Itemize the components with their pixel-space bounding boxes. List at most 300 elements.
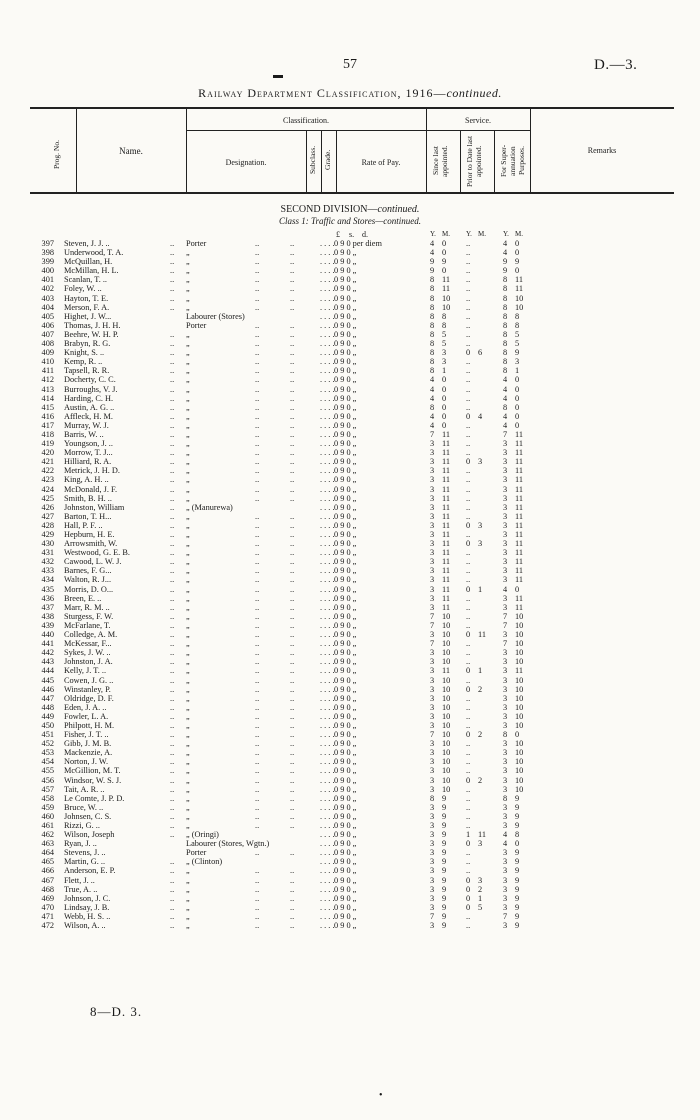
prog-no: 426 [41,502,54,512]
leader-dots: . . . . [320,666,335,676]
super-years: 3 [503,666,508,676]
super-years: 3 [503,720,508,730]
super-years: 3 [503,811,508,821]
leader-dots: . . . . [320,675,335,685]
super-months: 10 [515,693,524,703]
prog-no: 455 [41,766,54,776]
table-row [0,503,700,512]
prior-years: 0 [466,348,471,358]
leader-dots: .. [170,566,175,576]
prior-years: .. [466,339,471,349]
prog-no: 415 [41,402,54,412]
since-last-months: 0 [442,248,447,258]
leader-dots: . . . . [320,466,335,476]
prog-no: 471 [41,911,54,921]
leader-dots: . . . . [320,557,335,567]
leader-dots: . . . . [320,293,335,303]
employee-name: Gibb, J. M. B. [64,739,112,749]
employee-name: Colledge, A. M. [64,630,118,640]
prog-no: 450 [41,720,54,730]
since-last-months: 10 [442,639,451,649]
leader-dots: . . . . [320,620,335,630]
leader-dots: . . . . [320,411,335,421]
prior-years: 0 [466,884,471,894]
prior-years: .. [466,329,471,339]
super-years: 3 [503,893,508,903]
leader-dots: . . . . [320,530,335,539]
super-years: 3 [503,539,508,549]
employee-name: Johnston, William [64,502,125,512]
table-row [0,639,700,648]
prog-no: 437 [41,602,54,612]
since-last-years: 3 [430,857,435,867]
leader-dots: .. [255,875,260,885]
since-last-months: 11 [442,566,450,576]
designation: „ [186,775,190,785]
super-years: 4 [503,584,508,594]
designation: „ [186,802,190,812]
prog-no: 451 [41,730,54,740]
employee-name: Webb, H. S. .. [64,911,111,921]
rate-of-pay: 0 9 0 „ [334,548,357,558]
since-last-months: 10 [442,757,451,767]
super-months: 10 [515,711,524,721]
super-months: 11 [515,493,523,503]
designation: „ [186,784,190,794]
since-last-months: 9 [442,848,447,858]
leader-dots: .. [290,366,295,376]
leader-dots: .. [255,575,260,585]
since-last-months: 0 [442,393,447,403]
table-row [0,730,700,739]
super-months: 3 [515,357,520,367]
super-months: 10 [515,702,524,712]
leader-dots: .. [290,911,295,921]
document-reference: D.—3. [594,57,638,73]
employee-name: Cawood, L. W. J. [64,557,122,567]
rate-of-pay: 0 9 0 „ [334,657,357,667]
leader-dots: .. [170,630,175,640]
header-designation: Designation. [225,158,267,167]
designation: „ [186,266,190,276]
table-row [0,648,700,657]
rate-of-pay: 0 9 0 „ [334,284,357,294]
designation: „ [186,593,190,603]
leader-dots: . . . . [320,329,335,339]
rate-of-pay: 0 9 0 „ [334,757,357,767]
super-years: 8 [503,311,508,321]
prog-no: 456 [41,775,54,785]
prior-years: .. [466,320,471,330]
leader-dots: .. [290,848,295,858]
super-months: 0 [515,730,520,740]
designation: „ [186,466,190,476]
leader-dots: .. [170,493,175,503]
super-months: 10 [515,784,524,794]
since-last-years: 3 [430,775,435,785]
prior-years: .. [466,657,471,667]
table-row [0,812,700,821]
since-last-months: 9 [442,821,447,830]
header-dash: ▬ [273,70,283,81]
designation: „ [186,357,190,367]
designation: „ [186,875,190,885]
prior-years: .. [466,566,471,576]
since-last-months: 11 [442,502,450,512]
leader-dots: .. [170,530,175,539]
leader-dots: .. [290,357,295,367]
since-last-months: 10 [442,775,451,785]
since-last-months: 5 [442,339,447,349]
since-last-years: 8 [430,402,435,412]
super-months: 0 [515,584,520,594]
prog-no: 461 [41,821,54,830]
table-row [0,539,700,548]
rate-of-pay: 0 9 0 „ [334,311,357,321]
since-last-years: 3 [430,784,435,794]
super-months: 11 [515,530,523,539]
rate-of-pay: 0 9 0 „ [334,702,357,712]
designation: „ [186,448,190,458]
table-row [0,839,700,848]
prog-no: 429 [41,530,54,539]
since-last-years: 3 [430,511,435,521]
rate-of-pay: 0 9 0 „ [334,348,357,358]
since-last-months: 11 [442,439,450,449]
leader-dots: .. [290,257,295,267]
since-last-years: 3 [430,584,435,594]
table-row [0,757,700,766]
leader-dots: .. [290,448,295,458]
leader-dots: . . . . [320,684,335,694]
super-months: 10 [515,757,524,767]
designation: „ [186,921,190,931]
employee-name: Tait, A. R. .. [64,784,105,794]
leader-dots: .. [255,893,260,903]
prog-no: 419 [41,439,54,449]
prior-years: 0 [466,775,471,785]
since-last-months: 10 [442,766,451,776]
leader-dots: .. [290,402,295,412]
prog-no: 400 [41,266,54,276]
leader-dots: . . . . [320,539,335,549]
leader-dots: .. [170,793,175,803]
since-last-months: 11 [442,275,450,285]
leader-dots: .. [290,730,295,740]
leader-dots: .. [255,593,260,603]
since-last-years: 3 [430,530,435,539]
prior-years: .. [466,384,471,394]
leader-dots: .. [255,921,260,931]
leader-dots: . . . . [320,393,335,403]
since-last-years: 4 [430,239,435,248]
leader-dots: .. [255,348,260,358]
rate-of-pay: 0 9 0 „ [334,357,357,367]
super-years: 3 [503,711,508,721]
prior-years: 0 [466,457,471,467]
prog-no: 408 [41,339,54,349]
prior-years: 0 [466,584,471,594]
leader-dots: .. [255,902,260,912]
prior-months: 11 [478,630,486,640]
rate-of-pay: 0 9 0 „ [334,620,357,630]
super-months: 9 [515,921,520,931]
employee-name: McGillion, M. T. [64,766,121,776]
unit-month: M. [478,230,486,238]
prior-years: .. [466,784,471,794]
leader-dots: .. [170,584,175,594]
leader-dots: .. [290,557,295,567]
leader-dots: .. [170,429,175,439]
leader-dots: .. [255,511,260,521]
leader-dots: . . . . [320,857,335,867]
col-divider [306,130,307,193]
super-months: 11 [515,511,523,521]
super-years: 3 [503,766,508,776]
leader-dots: .. [290,602,295,612]
designation: „ [186,375,190,385]
since-last-months: 10 [442,784,451,794]
leader-dots: .. [170,366,175,376]
rate-of-pay: 0 9 0 „ [334,648,357,658]
super-months: 0 [515,411,520,421]
prior-months: 1 [478,584,483,594]
prog-no: 459 [41,802,54,812]
super-years: 4 [503,420,508,430]
designation: „ [186,866,190,876]
super-years: 7 [503,639,508,649]
table-row [0,257,700,266]
since-last-months: 11 [442,557,450,567]
rate-of-pay: 0 9 0 „ [334,921,357,931]
since-last-months: 8 [442,320,447,330]
leader-dots: . . . . [320,802,335,812]
employee-name: Merson, F. A. [64,302,110,312]
leader-dots: .. [255,357,260,367]
prior-years: .. [466,602,471,612]
since-last-years: 4 [430,411,435,421]
since-last-years: 3 [430,839,435,849]
designation: „ [186,439,190,449]
since-last-months: 10 [442,657,451,667]
leader-dots: .. [170,675,175,685]
page-title-suffix: continued. [446,86,502,100]
since-last-months: 9 [442,866,447,876]
since-last-years: 4 [430,375,435,385]
designation: „ [186,630,190,640]
employee-name: Philpott, H. M. [64,720,115,730]
prior-years: .. [466,702,471,712]
leader-dots: .. [170,693,175,703]
leader-dots: .. [255,684,260,694]
table-row [0,666,700,675]
prior-months: 1 [478,666,483,676]
super-months: 9 [515,793,520,803]
prior-months: 6 [478,348,483,358]
super-years: 8 [503,275,508,285]
since-last-years: 3 [430,439,435,449]
super-years: 8 [503,329,508,339]
prior-years: .. [466,857,471,867]
leader-dots: .. [255,466,260,476]
super-years: 8 [503,302,508,312]
designation: „ [186,620,190,630]
leader-dots: . . . . [320,730,335,740]
leader-dots: . . . . [320,848,335,858]
leader-dots: .. [255,720,260,730]
rate-of-pay: 0 9 0 „ [334,666,357,676]
col-divider [321,130,322,193]
since-last-years: 3 [430,457,435,467]
prior-years: .. [466,748,471,758]
designation: „ [186,702,190,712]
header-since-last: Since last appointed. [431,145,449,177]
designation: „ [186,520,190,530]
prior-years: .. [466,675,471,685]
super-years: 3 [503,511,508,521]
header-name: Name. [119,146,143,156]
division-title-suffix: continued. [377,204,420,215]
prog-no: 398 [41,248,54,258]
employee-name: Thomas, J. H. H. [64,320,121,330]
prior-years: 0 [466,411,471,421]
header-superannuation: For Super- annuation Purposes. [499,144,526,178]
table-row [0,830,700,839]
table-row [0,866,700,875]
designation: „ [186,748,190,758]
leader-dots: .. [170,620,175,630]
since-last-months: 9 [442,911,447,921]
designation: „ [186,384,190,394]
designation: „ [186,284,190,294]
since-last-months: 0 [442,384,447,394]
leader-dots: .. [290,875,295,885]
rate-of-pay: 0 9 0 „ [334,484,357,494]
super-years: 8 [503,293,508,303]
super-months: 8 [515,311,520,321]
designation: „ [186,539,190,549]
leader-dots: . . . . [320,648,335,658]
prog-no: 407 [41,329,54,339]
table-row [0,375,700,384]
designation: „ [186,766,190,776]
prior-years: .. [466,620,471,630]
leader-dots: .. [255,248,260,258]
leader-dots: .. [255,302,260,312]
prog-no: 428 [41,520,54,530]
since-last-months: 11 [442,511,450,521]
leader-dots: .. [170,539,175,549]
leader-dots: .. [255,493,260,503]
super-months: 9 [515,257,520,267]
leader-dots: .. [170,884,175,894]
prog-no: 439 [41,620,54,630]
super-months: 9 [515,875,520,885]
prior-years: .. [466,911,471,921]
rate-of-pay: 0 9 0 „ [334,448,357,458]
super-years: 7 [503,611,508,621]
since-last-months: 11 [442,584,450,594]
super-years: 3 [503,821,508,830]
prior-years: .. [466,802,471,812]
leader-dots: .. [290,575,295,585]
leader-dots: .. [170,402,175,412]
designation: „ [186,548,190,558]
prior-years: .. [466,248,471,258]
super-months: 10 [515,630,524,640]
leader-dots: .. [255,384,260,394]
leader-dots: .. [255,402,260,412]
designation: „ [186,757,190,767]
since-last-months: 11 [442,429,450,439]
super-months: 11 [515,548,523,558]
prior-years: .. [466,493,471,503]
designation: „ [186,902,190,912]
rate-of-pay: 0 9 0 „ [334,257,357,267]
leader-dots: .. [255,566,260,576]
leader-dots: .. [170,802,175,812]
leader-dots: . . . . [320,348,335,358]
prog-no: 470 [41,902,54,912]
leader-dots: .. [290,684,295,694]
leader-dots: .. [255,439,260,449]
super-years: 3 [503,520,508,530]
footer-dot: • [379,1090,383,1101]
leader-dots: .. [255,848,260,858]
table-row [0,512,700,521]
table-row [0,621,700,630]
leader-dots: .. [170,757,175,767]
leader-dots: . . . . [320,339,335,349]
rate-of-pay: 0 9 0 „ [334,630,357,640]
since-last-years: 9 [430,257,435,267]
table-row [0,294,700,303]
designation: „ (Oringi) [186,830,219,840]
designation: „ [186,566,190,576]
table-row [0,494,700,503]
rate-of-pay: 0 9 0 „ [334,748,357,758]
table-row [0,921,700,930]
leader-dots: .. [290,884,295,894]
since-last-years: 3 [430,766,435,776]
super-months: 0 [515,402,520,412]
super-months: 9 [515,866,520,876]
super-months: 5 [515,329,520,339]
employee-name: King, A. H. .. [64,475,109,485]
leader-dots: . . . . [320,584,335,594]
super-months: 10 [515,302,524,312]
leader-dots: .. [290,539,295,549]
leader-dots: . . . . [320,484,335,494]
leader-dots: .. [290,757,295,767]
prog-no: 443 [41,657,54,667]
rate-of-pay: 0 9 0 „ [334,302,357,312]
leader-dots: .. [170,775,175,785]
since-last-months: 10 [442,711,451,721]
since-last-years: 3 [430,666,435,676]
prior-years: 0 [466,730,471,740]
employee-name: Martin, G. .. [64,857,106,867]
leader-dots: .. [170,811,175,821]
division-title-main: SECOND DIVISION— [280,204,378,215]
prog-no: 472 [41,921,54,931]
table-row [0,366,700,375]
prior-months: 11 [478,830,486,840]
table-row [0,457,700,466]
rate-of-pay: 0 9 0 „ [334,293,357,303]
prog-no: 432 [41,557,54,567]
since-last-years: 3 [430,548,435,558]
